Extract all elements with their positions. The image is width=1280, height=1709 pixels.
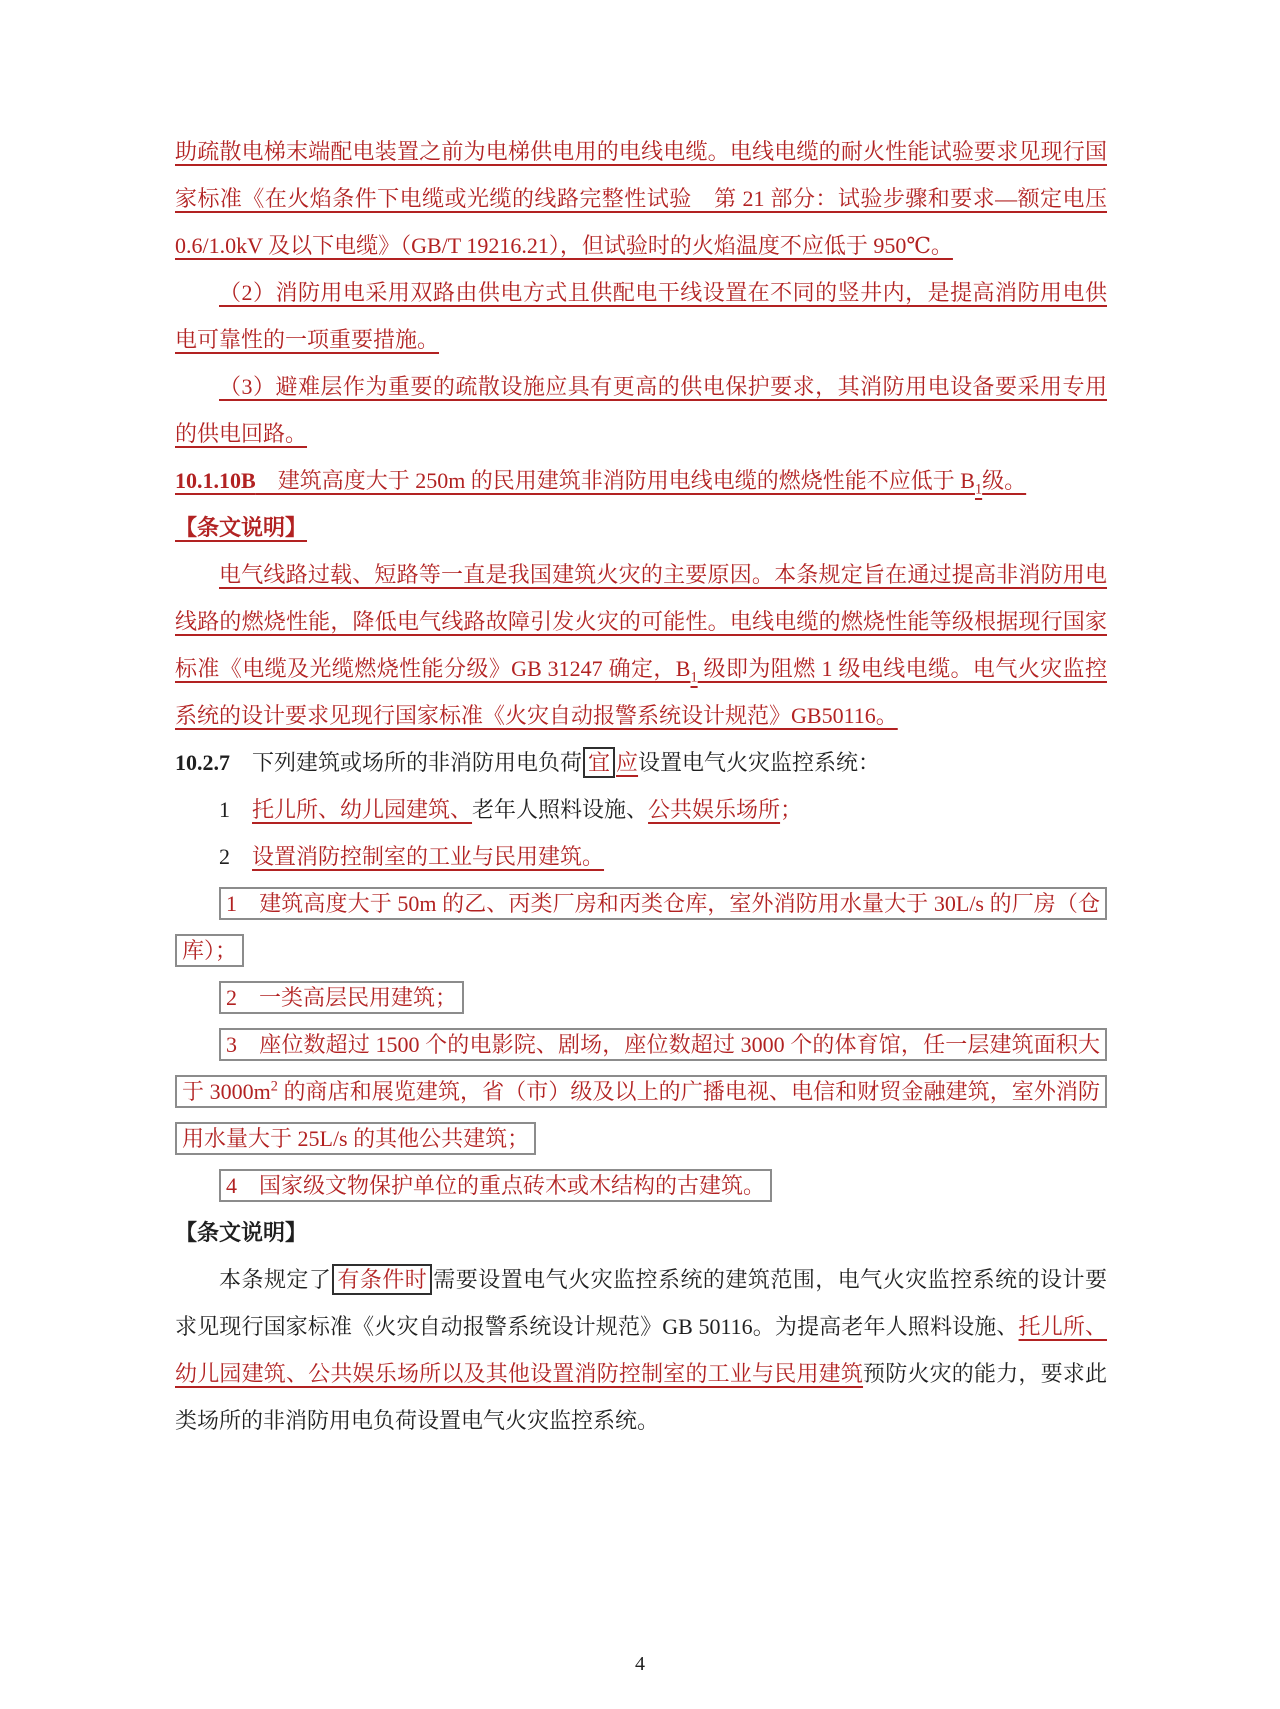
- text-run: 电气线路过载、短路等一直是我国建筑火灾的主要原因。本条规定旨在通过提高非消防用电线路的燃烧性能，降低电气线路故障引发火灾的可能性。电线电缆的燃烧性能等级根据现行国家标准《电缆及光缆燃烧性能分级》GB 31247 确定，B: [175, 562, 1107, 681]
- document-body: [175, 128, 1107, 1444]
- text-run: 宜: [583, 747, 615, 778]
- para-deleted-item-1: [175, 880, 1107, 974]
- text-run: 老年人照料设施、: [472, 797, 649, 822]
- text-run: 【条文说明】: [175, 1220, 308, 1245]
- para-deleted-item-3: [175, 1021, 1107, 1162]
- para-explanation-body-2: [175, 1256, 1107, 1444]
- text-run: 级。: [982, 468, 1027, 493]
- para-clause-item-1: [175, 786, 1107, 833]
- text-run: 【条文说明】: [175, 515, 308, 540]
- para-deleted-item-2: [175, 974, 1107, 1021]
- text-run: 2: [219, 844, 253, 869]
- text-run: 本条规定了: [219, 1267, 332, 1292]
- text-run: 应: [616, 750, 639, 775]
- text-run: 有条件时: [332, 1264, 432, 1295]
- text-run: 级即为阻燃 1 级电线电缆。电气火灾监控系统的设计要求见现行国家标准《火灾自动报警系统设计规范》GB50116。: [175, 656, 1107, 728]
- para-note-2: [175, 269, 1107, 363]
- text-run: 10.2.7: [175, 750, 230, 775]
- text-run: ；: [780, 797, 803, 822]
- text-run: 设置电气火灾监控系统：: [638, 750, 881, 775]
- para-clause-10-1-10B: [175, 457, 1107, 504]
- para-clause-item-2: [175, 833, 1107, 880]
- para-explanation-body-1: [175, 551, 1107, 739]
- text-run: 1 建筑高度大于 50m 的乙、丙类厂房和丙类仓库，室外消防用水量大于 30L/s 的厂房（仓库）；: [182, 891, 1100, 963]
- text-run: 1: [219, 797, 253, 822]
- text-run: 公共娱乐场所: [648, 797, 781, 822]
- text-run: （3）避难层作为重要的疏散设施应具有更高的供电保护要求，其消防用电设备要采用专用的供电回路。: [175, 374, 1107, 446]
- para-fire-cable-continuation: [175, 128, 1107, 269]
- text-run: 需要设置电气火灾监控系统的建筑范围，电气火灾监控系统的设计要求见现行国家标准《火灾自动报警系统设计规范》GB 50116。为提高老年人照料设施、: [175, 1267, 1107, 1339]
- boxed-text: [219, 981, 464, 1014]
- para-note-3: [175, 363, 1107, 457]
- text-run: 助疏散电梯末端配电装置之前为电梯供电用的电线电缆。电线电缆的耐火性能试验要求见现行国家标准《在火焰条件下电缆或光缆的线路完整性试验 第 21 部分：试验步骤和要求—额定电压 0.6/1.0kV 及以下电缆》（GB/T 19216.21），但试验时的火焰温度不应低于 950℃。: [175, 139, 1107, 258]
- page-number: 4: [635, 1653, 645, 1675]
- text-run: 预防火灾的能力，要求此类场所的非消防用电负荷设置电气火灾监控系统。: [175, 1361, 1107, 1433]
- text-run: 1: [690, 669, 698, 686]
- text-run: （2）消防用电采用双路由供电方式且供配电干线设置在不同的竖井内，是提高消防用电供电可靠性的一项重要措施。: [175, 280, 1107, 352]
- para-clause-10-2-7: [175, 739, 1107, 786]
- text-run: 10.1.10B: [175, 468, 256, 493]
- para-explanation-heading-1: [175, 504, 1107, 551]
- boxed-text: [175, 1028, 1107, 1155]
- text-run: 1: [974, 481, 983, 498]
- text-run: 3 座位数超过 1500 个的电影院、剧场，座位数超过 3000 个的体育馆，任一层建筑面积大于 3000m: [182, 1032, 1100, 1104]
- boxed-text: [219, 1169, 772, 1202]
- text-run: 建筑高度大于 250m 的民用建筑非消防用电线电缆的燃烧性能不应低于 B: [255, 468, 975, 493]
- text-run: 的商店和展览建筑，省（市）级及以上的广播电视、电信和财贸金融建筑，室外消防用水量大于 25L/s 的其他公共建筑；: [182, 1079, 1100, 1151]
- text-run: 托儿所、幼儿园建筑、: [252, 797, 473, 822]
- boxed-text: [175, 887, 1107, 967]
- text-run: 下列建筑或场所的非消防用电负荷: [230, 750, 583, 775]
- text-run: 设置消防控制室的工业与民用建筑。: [252, 844, 605, 869]
- text-run: 托儿所、幼儿园建筑、公共娱乐场所以及其他设置消防控制室的工业与民用建筑: [175, 1314, 1107, 1386]
- para-explanation-heading-2: [175, 1209, 1107, 1256]
- text-run: 4 国家级文物保护单位的重点砖木或木结构的古建筑。: [226, 1173, 766, 1198]
- para-deleted-item-4: [175, 1162, 1107, 1209]
- text-run: 2: [270, 1078, 278, 1095]
- text-run: 2 一类高层民用建筑；: [226, 985, 458, 1010]
